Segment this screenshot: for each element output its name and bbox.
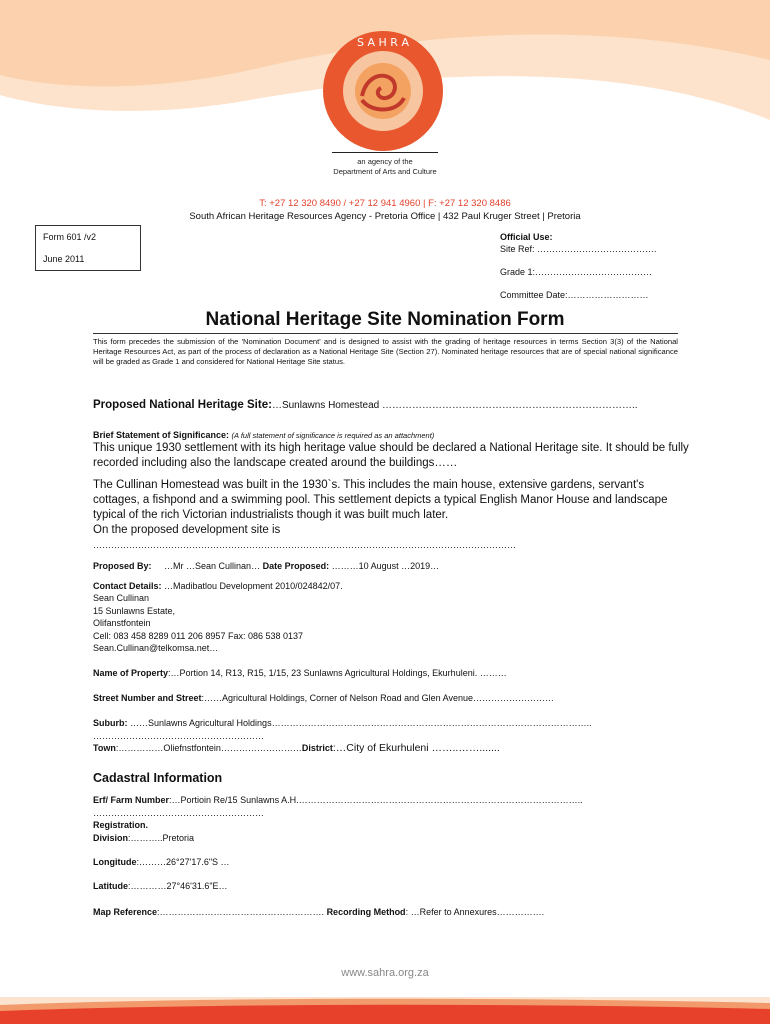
property-row <box>93 667 507 679</box>
contact-phones: T: +27 12 320 8490 / +27 12 941 4960 | F: +27 12 320 8486 <box>259 198 511 209</box>
date-proposed-label: Date Proposed: <box>262 561 330 571</box>
recording-method-label: Recording Method <box>326 907 406 917</box>
contact-line: Cell: 083 458 8289 011 206 8957 Fax: 086 538 0137 <box>93 631 304 641</box>
official-use-block <box>500 231 657 312</box>
erf-dots: ………………………………………………… <box>93 808 264 818</box>
registration-label: Registration. <box>93 820 149 830</box>
suburb-dots: ………………………………………………… <box>93 731 264 741</box>
significance-paragraph-3: On the proposed development site is <box>93 524 281 536</box>
form-number: Form 601 /v2 <box>43 232 97 242</box>
latitude-row <box>93 880 228 892</box>
form-date: June 2011 <box>43 254 85 264</box>
committee-date: Committee Date:……………………… <box>500 290 649 300</box>
division-row <box>93 832 194 844</box>
sahra-logo <box>318 26 448 156</box>
contact-details-first: …Madibatlou Development 2010/024842/07. <box>164 581 343 591</box>
contact-details-label: Contact Details: <box>93 581 162 591</box>
contact-line: Olifanstfontein <box>93 618 151 628</box>
street-row <box>93 692 554 704</box>
contact-line: Sean.Cullinan@telkomsa.net… <box>93 643 219 653</box>
contact-header <box>0 197 770 223</box>
street-value: :……Agricultural Holdings, Corner of Nelson Road and Glen Avenue……………………… <box>201 693 555 703</box>
latitude-value: :…………27°46'31.6"E… <box>128 881 228 891</box>
agency-text <box>300 157 470 177</box>
map-reference-row <box>93 906 544 918</box>
property-value: :…Portion 14, R13, R15, 1/15, 23 Sunlawns Agricultural Holdings, Ekurhuleni. ……… <box>168 668 507 678</box>
significance-label: Brief Statement of Significance: <box>93 430 230 440</box>
division-label: Division <box>93 833 129 843</box>
footer-url: www.sahra.org.za <box>341 967 429 979</box>
erf-label: Erf/ Farm Number <box>93 795 170 805</box>
map-reference-label: Map Reference <box>93 907 158 917</box>
date-proposed-value: ………10 August …2019… <box>331 561 440 571</box>
town-value: :……………Oliefnstfontein……………………… <box>115 743 302 753</box>
cadastral-heading: Cadastral Information <box>93 771 223 785</box>
agency-divider <box>332 152 438 153</box>
contact-line: 15 Sunlawns Estate, <box>93 606 176 616</box>
title-underline <box>93 333 678 334</box>
contact-address: South African Heritage Resources Agency - Pretoria Office | 432 Paul Kruger Street | Pretoria <box>189 211 581 222</box>
street-label: Street Number and Street <box>93 693 202 703</box>
recording-method-value: : …Refer to Annexures……………. <box>405 907 545 917</box>
proposed-by-row <box>93 560 439 572</box>
agency-line-1: an agency of the <box>357 157 413 166</box>
district-value: :…City of Ekurhuleni ……..……....... <box>332 742 500 754</box>
longitude-row <box>93 856 230 868</box>
contact-details-row <box>93 580 343 592</box>
suburb-row <box>93 717 592 729</box>
contact-line: Sean Cullinan <box>93 593 150 603</box>
suburb-value: ……Sunlawns Agricultural Holdings…………………………………………………………………………………………….. <box>127 718 592 728</box>
intro-text: This form precedes the submission of the 'Nomination Document' and is designed to assist with the grading of heritage resources in terms Section 3(3) of the National Heritage Resources Act, as part of the process of declaration as a National Heritage Site (Section 27). Nominated heritage resources that are of special national significance will be graded as Grade 1 and considered for National Heritage Site status. <box>93 337 678 366</box>
town-label: Town <box>93 743 116 753</box>
proposed-site-label: Proposed National Heritage Site: <box>93 399 272 411</box>
district-label: District <box>301 743 333 753</box>
proposed-site-row <box>93 398 638 413</box>
significance-paragraph-2: The Cullinan Homestead was built in the 1930`s. This includes the main house, extensive gardens, servant's cottages, a fishpond and a swimming pool. This settlement depicts a typical English Manor House and landscape typical of the rich Victorian industrialists though it was built much later. <box>93 479 668 521</box>
suburb-label: Suburb: <box>93 718 128 728</box>
agency-line-2: Department of Arts and Culture <box>333 167 437 176</box>
significance-dots: …………………………………………………………………………………………………………………………… <box>93 540 516 550</box>
logo-top-text: S A H R A <box>357 36 409 49</box>
grade: Grade 1:………………………………… <box>500 267 653 277</box>
form-version-box <box>35 225 141 271</box>
page-title: National Heritage Site Nomination Form <box>205 309 565 330</box>
proposed-by-label: Proposed By: <box>93 561 152 571</box>
longitude-value: :………26°27'17.6"S … <box>136 857 230 867</box>
longitude-label: Longitude <box>93 857 137 867</box>
property-label: Name of Property <box>93 668 169 678</box>
significance-note: (A full statement of significance is required as an attachment) <box>231 431 435 440</box>
proposed-site-value: …Sunlawns Homestead ………………………………………………………………….. <box>271 400 638 411</box>
town-row <box>93 742 500 754</box>
proposed-by-value: …Mr …Sean Cullinan… <box>164 561 261 571</box>
footer-band <box>0 997 770 1024</box>
significance-paragraph-1: This unique 1930 settlement with its high heritage value should be declared a National Heritage site. It should be fully recorded including also the landscape created around the buildings…… <box>93 442 689 469</box>
official-use-label: Official Use: <box>500 232 553 242</box>
site-ref: Site Ref: …………………………………. <box>500 244 657 254</box>
latitude-label: Latitude <box>93 881 128 891</box>
erf-value: :…Portioin Re/15 Sunlawns A.H.………………………………………………………………………………….. <box>169 795 583 805</box>
division-value: :………..Pretoria <box>128 833 195 843</box>
erf-row <box>93 794 583 806</box>
map-reference-value: :………………………………………………. <box>157 907 325 917</box>
